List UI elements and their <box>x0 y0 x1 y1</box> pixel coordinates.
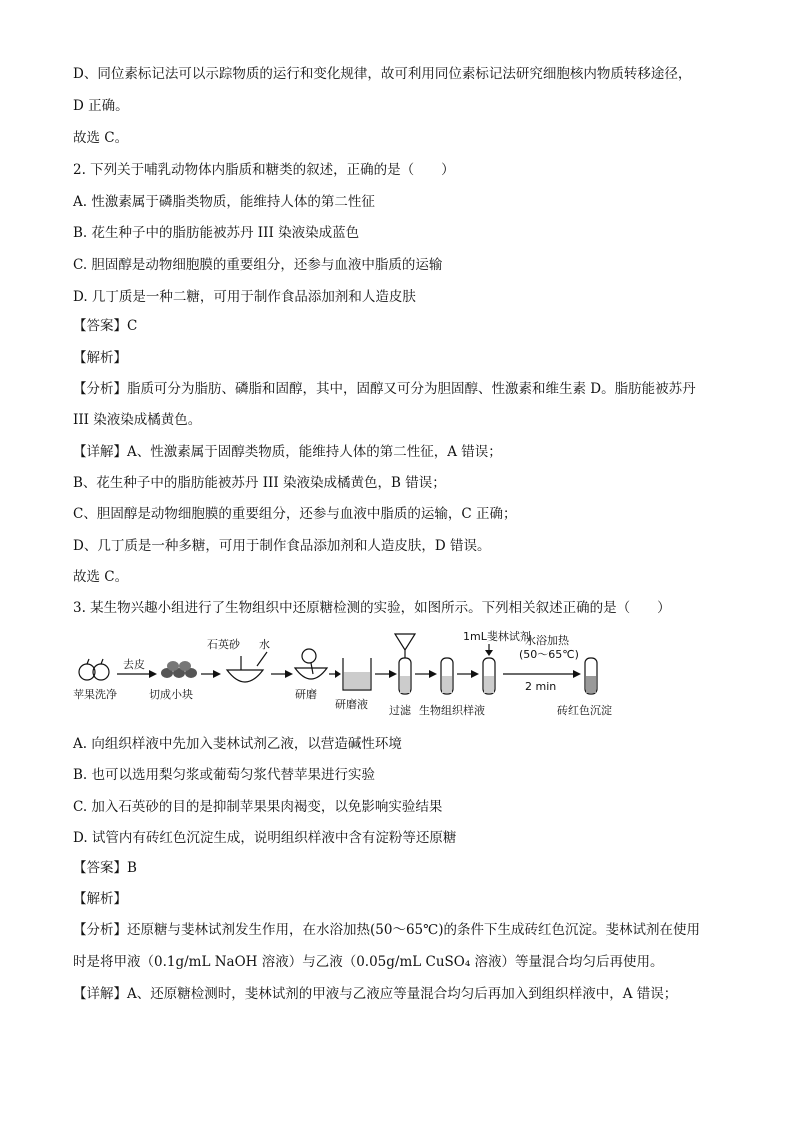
analysis-line: 时是将甲液（0.1g/mL NaOH 溶液）与乙液（0.05g/mL CuSO₄ 溶液）等量混合均匀后再使用。 <box>73 954 664 970</box>
detail-line <box>73 984 677 1004</box>
analysis-heading: 【解析】 <box>73 350 127 366</box>
arrow-icon <box>329 670 341 678</box>
answer-value: C <box>127 318 138 334</box>
label-filter: 过滤 <box>389 704 411 717</box>
question-3-option-d: D. 试管内有砖红色沉淀生成，说明组织样液中含有淀粉等还原糖 <box>73 830 457 846</box>
label-fehling: 1mL斐林试剂 <box>463 630 531 643</box>
question-2-stem: 2. 下列关于哺乳动物体内脂质和糖类的叙述，正确的是（ ） <box>73 162 455 178</box>
analysis-line <box>73 379 696 399</box>
arrow-icon <box>117 670 157 678</box>
label-grind-liquid: 研磨液 <box>335 698 368 711</box>
experiment-flow-diagram <box>73 628 633 720</box>
label-peel: 去皮 <box>123 658 145 671</box>
analysis-heading: 【解析】 <box>73 891 127 907</box>
arrow-icon <box>457 670 479 678</box>
label-apple-wash: 苹果洗净 <box>73 688 117 701</box>
detail-text: A、性激素属于固醇类物质，能维持人体的第二性征，A 错误； <box>127 444 502 460</box>
arrow-icon <box>503 670 581 678</box>
question-3-option-b: B. 也可以选用梨匀浆或葡萄匀浆代替苹果进行实验 <box>73 767 376 783</box>
funnel-icon <box>395 634 415 694</box>
label-tissue-sample: 生物组织样液 <box>419 704 485 717</box>
test-tube-icon <box>441 658 453 694</box>
analysis-text: 还原糖与斐林试剂发生作用，在水浴加热(50～65℃)的条件下生成砖红色沉淀。斐林试剂在使用 <box>127 922 700 938</box>
detail-text: A、还原糖检测时，斐林试剂的甲液与乙液应等量混合均匀后再加入到组织样液中，A 错误； <box>127 986 678 1002</box>
question-3-stem: 3. 某生物兴趣小组进行了生物组织中还原糖检测的实验，如图所示。下列相关叙述正确的是（ ） <box>73 600 671 616</box>
label-water-bath: 水浴加热 <box>525 634 569 647</box>
analysis-label: 【分析】 <box>73 922 127 938</box>
analysis-label: 【分析】 <box>73 381 127 397</box>
label-quartz: 石英砂 <box>207 638 240 651</box>
label-water: 水 <box>259 638 270 651</box>
detail-line: B、花生种子中的脂肪能被苏丹 III 染液染成橘黄色，B 错误； <box>73 475 446 491</box>
question-2-option-c: C. 胆固醇是动物细胞膜的重要组分，还参与血液中脂质的运输 <box>73 257 443 273</box>
answer-value: B <box>127 860 137 876</box>
answer-line <box>73 316 137 336</box>
beaker-icon <box>343 658 371 690</box>
detail-label: 【详解】 <box>73 986 127 1002</box>
detail-label: 【详解】 <box>73 444 127 460</box>
label-brick-red: 砖红色沉淀 <box>557 704 612 717</box>
question-3-option-c: C. 加入石英砂的目的是抑制苹果果肉褐变，以免影响实验结果 <box>73 799 443 815</box>
label-time: 2 min <box>525 680 557 693</box>
arrow-icon <box>271 670 293 678</box>
text-line: 故选 C。 <box>73 130 129 146</box>
detail-line: C、胆固醇是动物细胞膜的重要组分，还参与血液中脂质的运输，C 正确； <box>73 506 517 522</box>
question-2-option-d: D. 几丁质是一种二糖，可用于制作食品添加剂和人造皮肤 <box>73 289 416 305</box>
question-3-option-a: A. 向组织样液中先加入斐林试剂乙液，以营造碱性环境 <box>73 736 402 752</box>
question-2-option-a: A. 性激素属于磷脂类物质，能维持人体的第二性征 <box>73 194 375 210</box>
test-tube-icon <box>483 644 495 694</box>
label-grind: 研磨 <box>295 688 317 701</box>
answer-label: 【答案】 <box>73 860 127 876</box>
arrow-icon <box>415 670 437 678</box>
label-cut: 切成小块 <box>149 688 193 701</box>
detail-line <box>73 442 502 462</box>
text-line: 故选 C。 <box>73 569 129 585</box>
arrow-icon <box>201 670 221 678</box>
answer-label: 【答案】 <box>73 318 127 334</box>
answer-line <box>73 858 137 878</box>
analysis-line: III 染液染成橘黄色。 <box>73 412 202 428</box>
detail-line: D、几丁质是一种多糖，可用于制作食品添加剂和人造皮肤，D 错误。 <box>73 538 491 554</box>
text-line: D 正确。 <box>73 98 129 114</box>
question-2-option-b: B. 花生种子中的脂肪能被苏丹 III 染液染成蓝色 <box>73 225 360 241</box>
mortar-icon <box>227 652 267 682</box>
text-line: D、同位素标记法可以示踪物质的运行和变化规律，故可利用同位素标记法研究细胞核内物质转移途径， <box>73 66 692 82</box>
arrow-icon <box>375 670 397 678</box>
apple-icon <box>79 659 109 680</box>
apple-pieces-icon <box>161 661 197 678</box>
analysis-text: 脂质可分为脂肪、磷脂和固醇，其中，固醇又可分为胆固醇、性激素和维生素 D。脂肪能被苏丹 <box>127 381 696 397</box>
test-tube-icon <box>585 658 597 694</box>
label-temperature: (50～65℃) <box>519 648 579 661</box>
analysis-line <box>73 920 700 940</box>
mortar-pestle-icon <box>295 649 327 679</box>
